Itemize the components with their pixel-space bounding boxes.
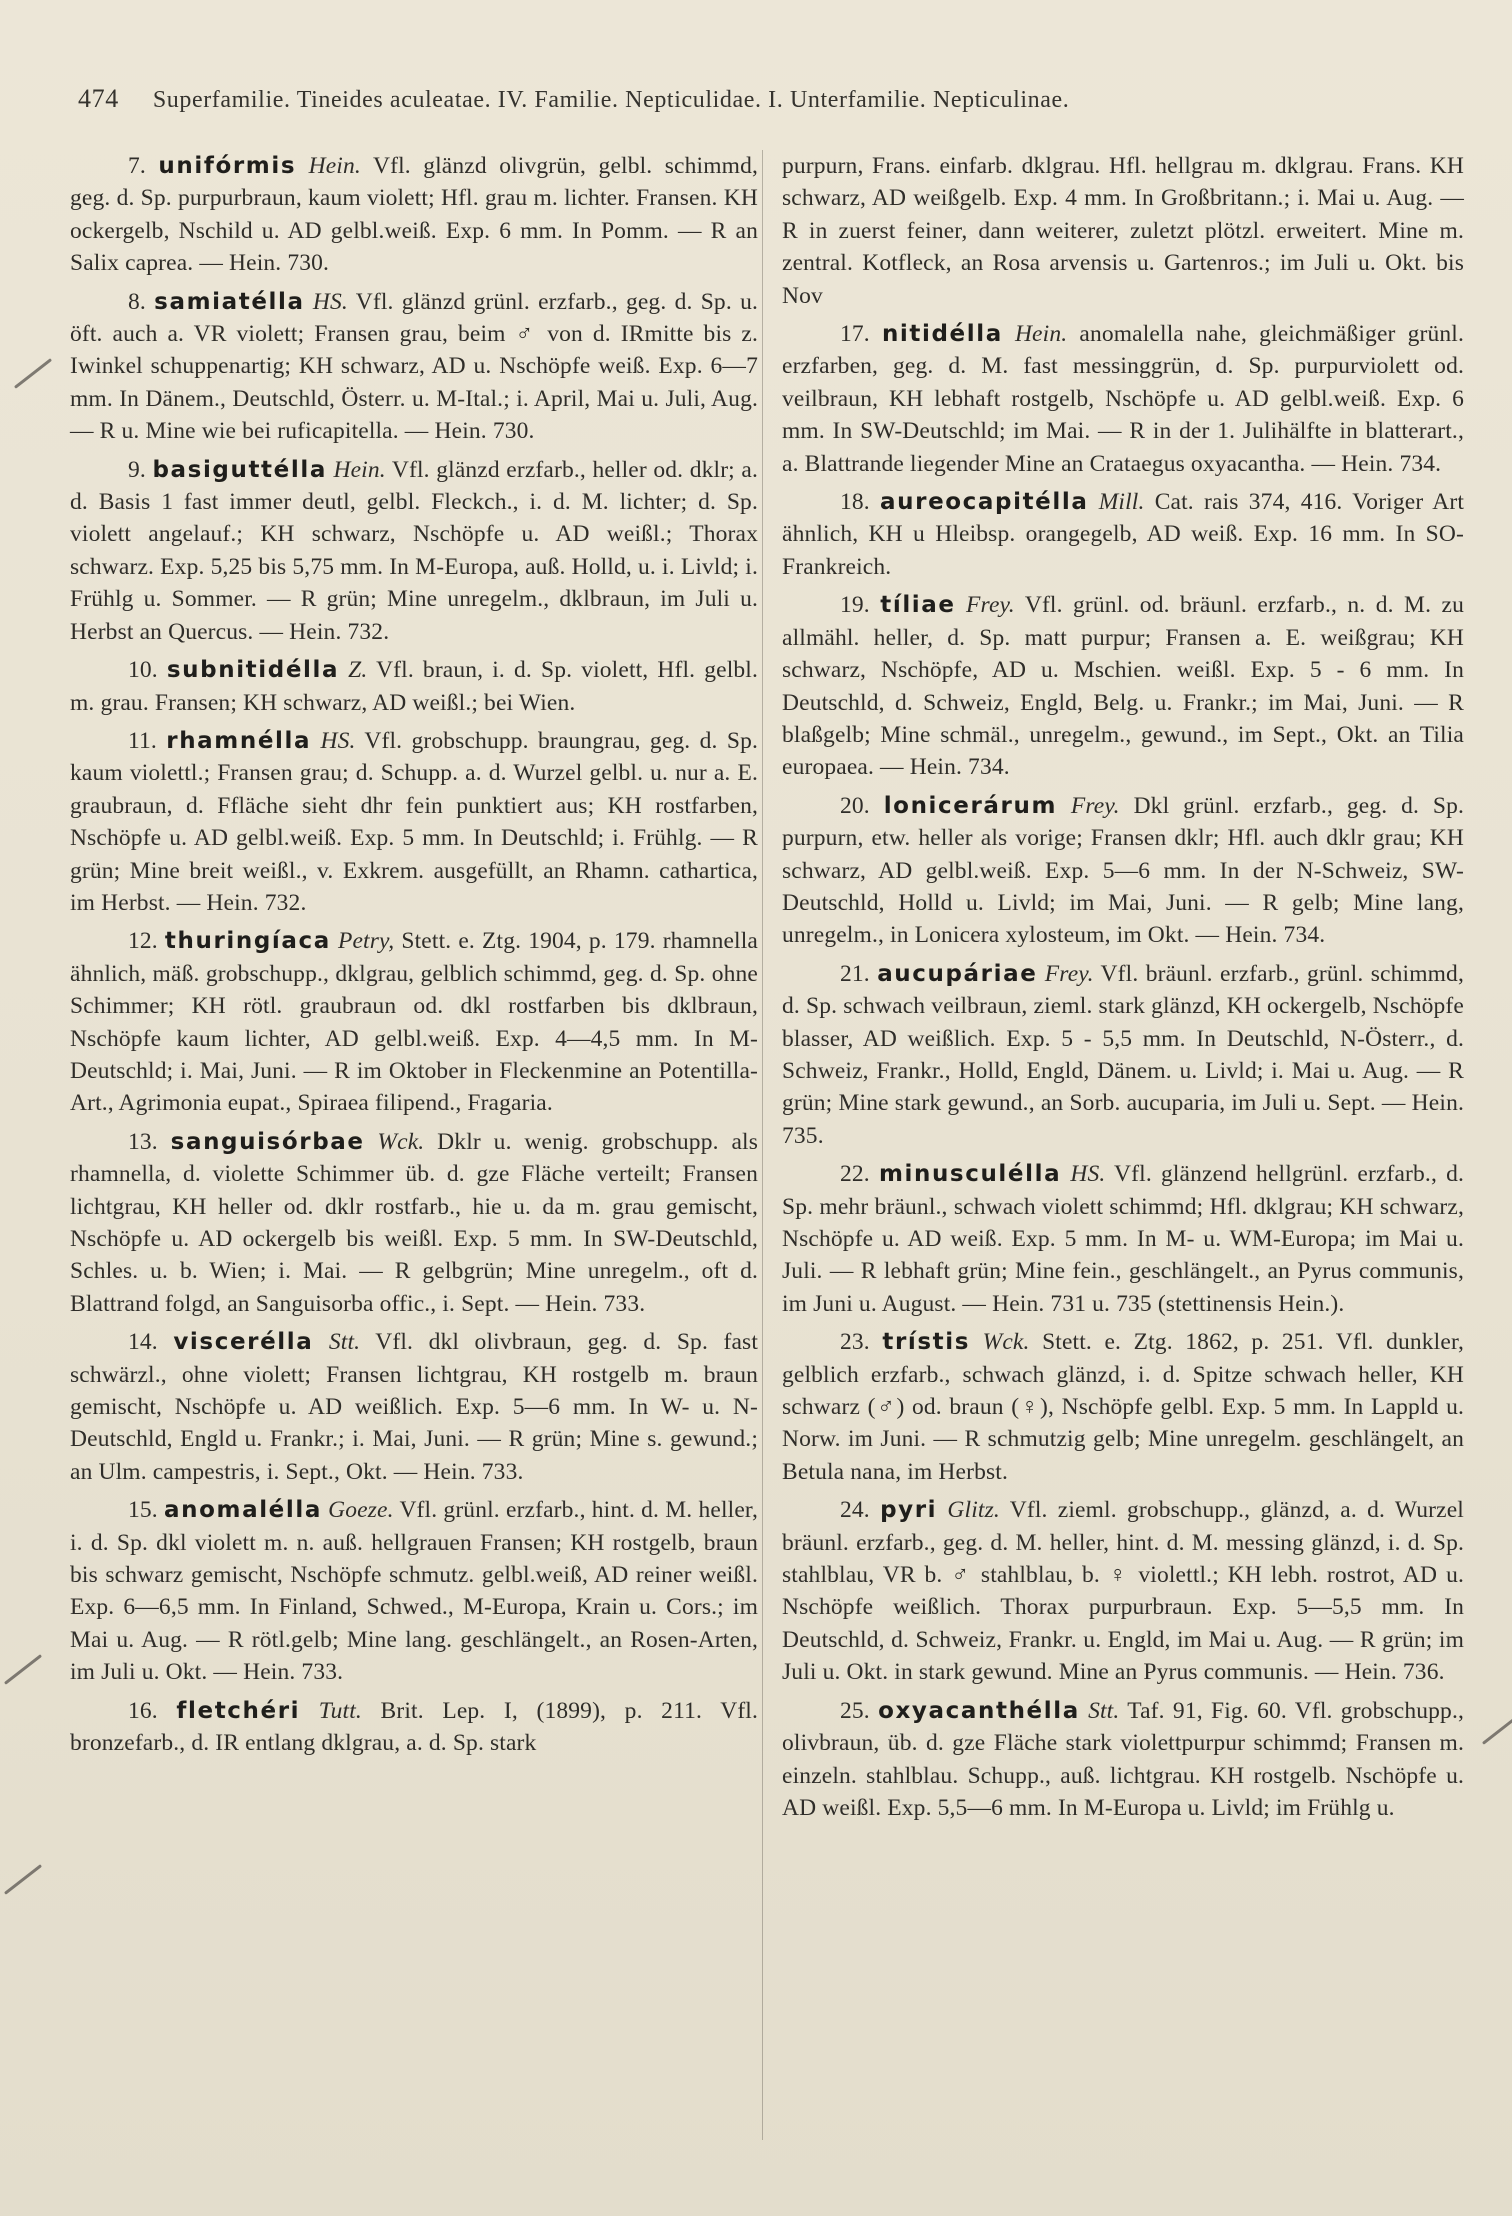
species-entry — [70, 1326, 758, 1488]
species-name: oxyacanthélla — [878, 1697, 1080, 1724]
running-title: Superfamilie. Tineides aculeatae. IV. Familie. Nepticulidae. I. Unterfamilie. Nepticulinae. — [152, 87, 1070, 113]
species-description: Taf. 91, Fig. 60. Vfl. grobschupp., olivbraun, üb. d. gze Fläche stark violettpurpur schimmd; Fransen m. einzeln. stahlblau. Schupp., auß. lichtgrau. KH rostgelb. Nschöpfe u. AD weißl. Exp. 5,5—6 mm. In M-Europa u. Livld; im Frühlg u. — [782, 1697, 1465, 1821]
species-author: HS. — [312, 288, 348, 315]
species-description: Stett. e. Ztg. 1904, p. 179. rhamnella ähnlich, mäß. grobschupp., dklgrau, gelblich schimmd, geg. d. Sp. ohne Schimmer; KH rötl. graubraun od. dkl rostfarben bis dklbraun, Nschöpfe kaum lichter, AD gelbl.weiß. Exp. 4—4,5 mm. In M-Deutschld; i. Mai, Juni. — R im Oktober in Fleckenmine an Potentilla-Art., Agrimonia eupat., Spiraea filipend., Fragaria. — [70, 928, 758, 1117]
species-name: aucupáriae — [877, 960, 1038, 987]
species-name: lonicerárum — [883, 792, 1058, 819]
species-name: aureocapitélla — [880, 489, 1089, 516]
species-entry — [70, 150, 758, 280]
species-entry — [70, 725, 758, 919]
entry-number: 22. — [840, 1161, 870, 1188]
species-name: trístis — [882, 1329, 971, 1356]
entry-number: 8. — [128, 288, 146, 315]
entry-number: 15. — [128, 1497, 158, 1524]
species-entry — [782, 150, 1464, 312]
species-author: Goeze. — [328, 1497, 394, 1524]
species-name: viscerélla — [173, 1329, 314, 1356]
page-number: 474 — [78, 84, 119, 113]
running-header — [78, 84, 1378, 114]
species-author: Z. — [348, 657, 368, 684]
entry-number: 11. — [128, 727, 157, 754]
pencil-mark — [4, 1654, 42, 1685]
entry-number: 25. — [840, 1697, 870, 1724]
species-description: Vfl. grünl. erzfarb., hint. d. M. heller, i. d. Sp. dkl violett m. n. auß. hellgrauen Fransen; KH rostgelb, braun bis schwarz gemischt, Nschöpfe schmutz. gelbl.weiß, AD reiner weißl. Exp. 6—6,5 mm. In Finland, Schwed., M-Europa, Krain u. Cors.; im Mai u. Aug. — R rötl.gelb; Mine lang. geschlängelt., an Rosen-Arten, im Juli u. Okt. — Hein. 733. — [70, 1497, 758, 1686]
pencil-mark — [4, 1864, 42, 1895]
species-entry — [70, 1494, 758, 1688]
species-description: Dklr u. wenig. grobschupp. als rhamnella, d. violette Schimmer üb. d. gze Fläche verteilt; Fransen lichtgrau, KH heller od. dklr rostfarb., hie u. da m. grau gemischt, Nschöpfe u. AD ockergelb bis weißl. Exp. 5 mm. In SW-Deutschld, Schles. u. b. Wien; i. Mai. — R gelbgrün; Mine unregelm., oft d. Blattrand folgd, an Sanguisorba offic., i. Sept. — Hein. 733. — [70, 1128, 758, 1317]
species-name: samiatélla — [154, 288, 305, 315]
species-description: Vfl. glänzd erzfarb., heller od. dklr; a. d. Basis 1 fast immer deutl, gelbl. Fleckch., i. d. M. lichter; d. Sp. violett angelauf.; KH schwarz, Nschöpfe u. AD weißl.; Thorax schwarz. Exp. 5,25 bis 5,75 mm. In M-Europa, auß. Holld, u. i. Livld; i. Frühlg u. Sommer. — R grün; Mine unregelm., dklbraun, im Juli u. Herbst an Quercus. — Hein. 732. — [70, 456, 758, 645]
left-column — [70, 150, 758, 1766]
entry-number: 7. — [128, 153, 146, 179]
entry-number: 10. — [128, 657, 158, 684]
right-column — [782, 150, 1464, 1830]
species-author: Glitz. — [947, 1497, 1000, 1524]
species-entry — [70, 1126, 758, 1320]
species-entry — [70, 286, 758, 448]
species-name: tíliae — [880, 592, 956, 619]
species-description: anomalella nahe, gleichmäßiger grünl. erzfarben, geg. d. M. fast messinggrün, d. Sp. purpurviolett od. veilbraun, KH lebhaft rostgelb, Nschöpfe u. AD gelbl.weiß. Exp. 6 mm. In SW-Deutschld; im Mai. — R in der 1. Julihälfte in blatterart., a. Blattrande liegender Mine an Crataegus oxyacantha. — Hein. 734. — [782, 321, 1464, 477]
species-entry — [70, 925, 758, 1119]
entry-number: 9. — [128, 456, 146, 483]
entry-number: 24. — [840, 1497, 870, 1524]
species-name: fletchéri — [176, 1697, 301, 1724]
species-author: HS. — [1070, 1161, 1106, 1188]
species-entry — [782, 1158, 1464, 1320]
species-description: Vfl. bräunl. erzfarb., grünl. schimmd, d. Sp. schwach veilbraun, zieml. stark glänzd, KH ockergelb, Nschöpfe blasser, AD weißlich. Exp. 5 - 5,5 mm. In Deutschld, N-Österr., d. Schweiz, Frankr., Holld, Engld, Dänem. u. Livld; i. Mai u. Aug. — R grün; Mine stark gewund., an Sorb. aucuparia, im Juli u. Sept. — Hein. 735. — [782, 960, 1464, 1149]
column-divider — [762, 150, 763, 2140]
species-entry — [782, 1326, 1464, 1488]
species-author: Frey. — [966, 592, 1015, 619]
pencil-mark — [14, 358, 52, 389]
species-author: Stt. — [1088, 1697, 1120, 1724]
species-name: anomalélla — [164, 1497, 322, 1524]
species-description: Vfl. grobschupp. braungrau, geg. d. Sp. kaum violettl.; Fransen grau; d. Schupp. a. d. Wurzel gelbl. u. nur a. E. graubraun, d. Ffläche sieht dhr fein punktiert aus; KH rostfarben, Nschöpfe u. AD gelbl.weiß. Exp. 5 mm. In Deutschld; i. Frühlg. — R grün; Mine breit weißl., v. Exkrem. ausgefüllt, an Rhamn. cathartica, im Herbst. — Hein. 732. — [70, 727, 759, 916]
species-author: Wck. — [982, 1329, 1030, 1356]
entry-number: 13. — [128, 1128, 158, 1155]
species-author: Petry, — [337, 928, 395, 955]
species-name: nifórmis — [176, 153, 297, 179]
species-entry — [70, 654, 758, 719]
species-author: Wck. — [377, 1128, 425, 1155]
species-name: rhamnélla — [166, 727, 312, 754]
species-entry — [782, 589, 1464, 783]
species-author: Hein. — [1014, 321, 1068, 348]
species-entry — [782, 1695, 1464, 1825]
species-name: sanguisórbae — [170, 1128, 365, 1155]
species-description: Vfl. glänzd grünl. erzfarb., geg. d. Sp. u. öft. auch a. VR violett; Fransen grau, beim ♂ von d. IRmitte bis z. Iwinkel schuppenartig; KH schwarz, AD u. Nschöpfe weiß. Exp. 6—7 mm. In Dänem., Deutschld, Österr. u. M-Ital.; i. April, Mai u. Juli, Aug. — R u. Mine wie bei ruficapitella. — Hein. 730. — [70, 288, 758, 445]
entry-number: 18. — [840, 489, 870, 516]
entry-number: 19. — [840, 592, 870, 619]
species-author: HS. — [320, 727, 356, 754]
species-entry — [782, 486, 1464, 583]
species-description: Stett. e. Ztg. 1862, p. 251. Vfl. dunkler, gelblich erzfarb., schwach glänzd, i. d. Spitze schwach heller, KH schwarz (♂) od. braun (♀), Nschöpfe gelbl. Exp. 5 mm. In Lappld u. Norw. im Juni. — R schmutzig gelb; Mine unregelm. geschlängelt, an Betula nana, im Herbst. — [782, 1329, 1464, 1485]
entry-number: 23. — [840, 1329, 870, 1356]
species-name: pyri — [880, 1497, 938, 1524]
entry-number: 21. — [840, 960, 870, 987]
species-entry — [782, 958, 1464, 1152]
species-name: basiguttélla — [152, 456, 327, 483]
species-author: Hein. — [308, 153, 361, 179]
species-author: Tutt. — [318, 1697, 362, 1724]
entry-number: 17. — [840, 321, 870, 348]
species-name: thuringíaca — [164, 928, 331, 955]
species-description: Vfl. glänzend hellgrünl. erzfarb., d. Sp. mehr bräunl., schwach violett schimmd; Hfl. dklgrau; KH schwarz, Nschöpfe u. AD weiß. Exp. 5 mm. In M- u. WM-Europa; im Mai u. Juli. — R lebhaft grün; Mine fein., geschlängelt., an Pyrus communis, im Juni u. August. — Hein. 731 u. 735 (stettinensis Hein.). — [782, 1161, 1465, 1317]
species-entry — [70, 1695, 758, 1760]
species-description: Vfl. dkl olivbraun, geg. d. Sp. fast schwärzl., ohne violett; Fransen lichtgrau, KH rostgelb m. braun gemischt, Nschöpfe u. AD weißlich. Exp. 5—6 mm. In W- u. N-Deutschld, Engld u. Frankr.; i. Mai, Juni. — R grün; Mine s. gewund.; an Ulm. campestris, i. Sept., Okt. — Hein. 733. — [70, 1329, 759, 1485]
species-description: Brit. Lep. I, (1899), p. 211. Vfl. bronzefarb., d. IR entlang dklgrau, a. d. Sp. stark — [70, 1697, 758, 1757]
species-description: Vfl. glänzd olivgrün, gelbl. schimmd, geg. d. Sp. purpurbraun, kaum violett; Hfl. grau m. lichter. Fransen. KH ockergelb, Nschild u. AD gelbl.weiß. Exp. 6 mm. In Pomm. — R an Salix caprea. — Hein. 730. — [70, 153, 759, 277]
species-name: subnitidélla — [166, 657, 340, 684]
species-name: minusculélla — [878, 1161, 1062, 1188]
species-description: Vfl. grünl. od. bräunl. erzfarb., n. d. M. zu allmähl. heller, d. Sp. matt purpur; Fransen a. E. weißgrau; KH schwarz, Nschöpfe, AD u. Mschien. weißl. Exp. 5 - 6 mm. In Deutschld, d. Schweiz, Engld, Belg. u. Frankr.; im Mai, Juni. — R blaßgelb; Mine schmäl., unregelm., gewund., im Sept., Okt. an Tilia europaea. — Hein. 734. — [782, 592, 1465, 781]
entry-number: 14. — [128, 1329, 158, 1356]
species-author: Mill. — [1098, 489, 1145, 516]
species-author: Stt. — [328, 1329, 361, 1356]
species-name: nitidélla — [881, 321, 1003, 348]
entry-number: 20. — [840, 792, 870, 819]
species-description: Dkl grünl. erzfarb., geg. d. Sp. purpurn, etw. heller als vorige; Fransen dklr; Hfl. auch dklr grau; KH schwarz, AD gelbl.weiß. Exp. 5—6 mm. In der N-Schweiz, SW-Deutschld, Holld u. Livld; im Mai, Juni. — R gelb; Mine lang, unregelm., in Lonicera xylosteum, im Okt. — Hein. 734. — [782, 792, 1464, 949]
species-entry — [70, 454, 758, 648]
entry-number: 16. — [128, 1697, 158, 1724]
species-description: Cat. rais 374, 416. Voriger Art ähnlich, KH u Hleibsp. orangegelb, AD weiß. Exp. 16 mm. In SO-Frankreich. — [782, 489, 1465, 580]
species-author: Frey. — [1070, 792, 1120, 819]
species-entry — [782, 1494, 1464, 1688]
species-description: Vfl. zieml. grobschupp., glänzd, a. d. Wurzel bräunl. erzfarb., geg. d. M. heller, hint. d. M. messing glänzd, i. d. Sp. stahlblau, VR b. ♂ stahlblau, b. ♀ violettl.; KH lebh. rostrot, AD u. Nschöpfe weißlich. Thorax purpurbraun. Exp. 5—5,5 mm. In Deutschld, d. Schweiz, Frankr. u. Engld, im Mai u. Aug. — R grün; im Juli u. Okt. in stark gewund. Mine an Pyrus communis. — Hein. 736. — [782, 1497, 1464, 1686]
species-entry — [782, 318, 1464, 480]
entry-number: 12. — [128, 928, 158, 955]
species-author: Frey. — [1044, 960, 1094, 987]
species-author: Hein. — [333, 456, 386, 483]
pencil-mark — [1482, 1714, 1512, 1745]
species-entry — [782, 790, 1464, 952]
species-name-prefix: u — [158, 153, 177, 179]
species-description: purpurn, Frans. einfarb. dklgrau. Hfl. hellgrau m. dklgrau. Frans. KH schwarz, AD weißgelb. Exp. 4 mm. In Großbritann.; i. Mai u. Aug. — R in zuerst feiner, dann weiterer, zuletzt plötzl. erweitert. Mine m. zentral. Kotfleck, an Rosa arvensis u. Gartenros.; im Juli u. Okt. bis Nov — [782, 153, 1464, 309]
species-description: Vfl. braun, i. d. Sp. violett, Hfl. gelbl. m. grau. Fransen; KH schwarz, AD weißl.; bei Wien. — [70, 657, 758, 716]
